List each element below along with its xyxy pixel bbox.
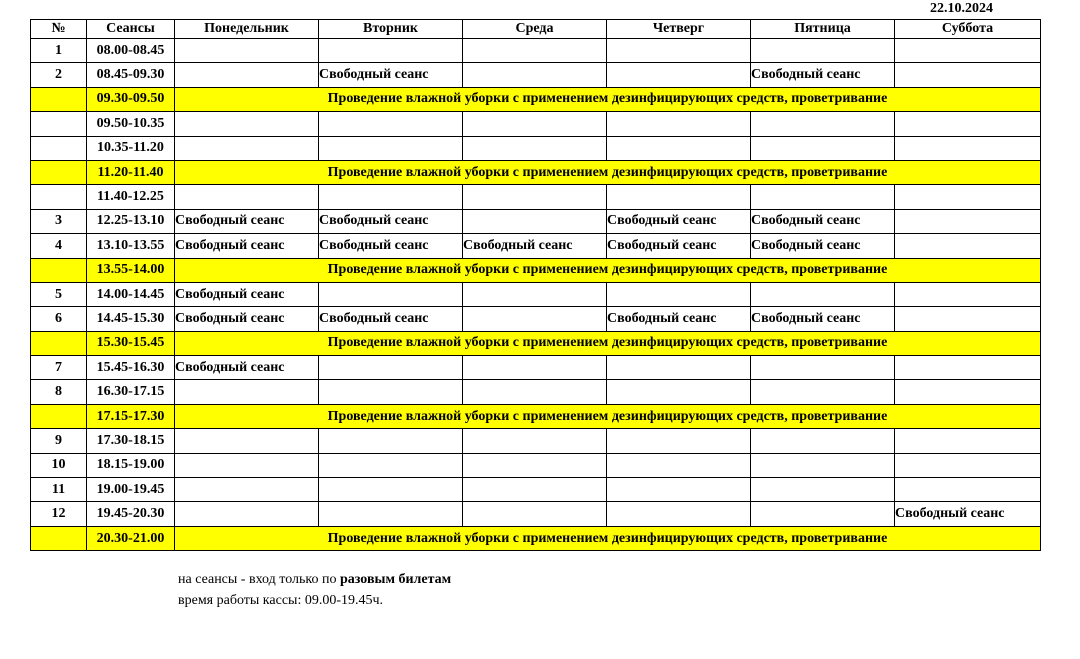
session-cell <box>895 185 1041 209</box>
session-cell <box>607 63 751 87</box>
session-cell <box>175 502 319 526</box>
session-cell <box>463 136 607 160</box>
session-cell <box>319 136 463 160</box>
footer-bold: разовым билетам <box>339 572 452 587</box>
header-cell: Суббота <box>895 20 1041 39</box>
session-cell: Свободный сеанс <box>463 234 607 258</box>
session-cell <box>463 502 607 526</box>
session-time: 18.15-19.00 <box>87 453 175 477</box>
session-cell <box>319 39 463 63</box>
session-row <box>31 380 1041 404</box>
cleaning-row <box>31 160 1041 184</box>
session-cell <box>463 209 607 233</box>
session-cell <box>319 356 463 380</box>
session-cell <box>463 112 607 136</box>
session-cell <box>175 185 319 209</box>
session-time: 09.30-09.50 <box>87 87 175 111</box>
session-cell: Свободный сеанс <box>319 63 463 87</box>
row-number <box>31 258 87 282</box>
cleaning-row <box>31 331 1041 355</box>
session-cell <box>607 356 751 380</box>
session-cell <box>607 136 751 160</box>
session-time: 19.00-19.45 <box>87 478 175 502</box>
row-number <box>31 185 87 209</box>
session-time: 09.50-10.35 <box>87 112 175 136</box>
session-time: 15.45-16.30 <box>87 356 175 380</box>
session-cell <box>319 282 463 306</box>
session-cell <box>175 380 319 404</box>
session-time: 14.00-14.45 <box>87 282 175 306</box>
session-time: 17.15-17.30 <box>87 404 175 428</box>
session-cell <box>607 39 751 63</box>
session-row <box>31 39 1041 63</box>
session-cell <box>175 429 319 453</box>
session-row <box>31 356 1041 380</box>
session-cell: Свободный сеанс <box>607 307 751 331</box>
row-number: 3 <box>31 209 87 233</box>
session-row <box>31 502 1041 526</box>
session-row <box>31 63 1041 87</box>
session-cell <box>895 380 1041 404</box>
footer-prefix: на сеансы - вход только по <box>178 572 340 587</box>
session-cell <box>895 112 1041 136</box>
session-cell <box>895 234 1041 258</box>
row-number <box>31 526 87 550</box>
row-number: 7 <box>31 356 87 380</box>
session-cell: Свободный сеанс <box>607 209 751 233</box>
session-cell <box>319 185 463 209</box>
session-time: 13.10-13.55 <box>87 234 175 258</box>
row-number: 12 <box>31 502 87 526</box>
session-cell <box>895 307 1041 331</box>
cleaning-note: Проведение влажной уборки с применением дезинфицирующих средств, проветривание <box>175 258 1041 282</box>
cleaning-note: Проведение влажной уборки с применением дезинфицирующих средств, проветривание <box>175 526 1041 550</box>
session-time: 17.30-18.15 <box>87 429 175 453</box>
session-cell <box>895 453 1041 477</box>
header-cell: Четверг <box>607 20 751 39</box>
session-row <box>31 136 1041 160</box>
session-cell <box>751 112 895 136</box>
session-row <box>31 282 1041 306</box>
footer-cashdesk-hours: время работы кассы: 09.00-19.45ч. <box>178 593 384 608</box>
session-cell <box>175 112 319 136</box>
session-cell <box>319 380 463 404</box>
session-cell <box>895 63 1041 87</box>
session-cell <box>607 453 751 477</box>
session-time: 16.30-17.15 <box>87 380 175 404</box>
session-cell <box>895 429 1041 453</box>
document-date: 22.10.2024 <box>930 1 993 16</box>
session-cell <box>463 478 607 502</box>
row-number: 2 <box>31 63 87 87</box>
session-time: 08.00-08.45 <box>87 39 175 63</box>
header-cell: Среда <box>463 20 607 39</box>
row-number: 11 <box>31 478 87 502</box>
cleaning-note: Проведение влажной уборки с применением дезинфицирующих средств, проветривание <box>175 331 1041 355</box>
session-time: 08.45-09.30 <box>87 63 175 87</box>
session-cell <box>463 380 607 404</box>
session-cell <box>751 502 895 526</box>
session-row <box>31 185 1041 209</box>
row-number <box>31 331 87 355</box>
cleaning-note: Проведение влажной уборки с применением дезинфицирующих средств, проветривание <box>175 404 1041 428</box>
session-cell <box>175 136 319 160</box>
cleaning-note: Проведение влажной уборки с применением дезинфицирующих средств, проветривание <box>175 87 1041 111</box>
session-cell <box>751 356 895 380</box>
row-number: 5 <box>31 282 87 306</box>
session-time: 14.45-15.30 <box>87 307 175 331</box>
session-cell <box>895 136 1041 160</box>
session-row <box>31 478 1041 502</box>
session-cell <box>463 63 607 87</box>
session-cell <box>607 112 751 136</box>
row-number <box>31 136 87 160</box>
session-row <box>31 112 1041 136</box>
session-cell: Свободный сеанс <box>175 307 319 331</box>
session-cell <box>607 502 751 526</box>
session-cell <box>463 282 607 306</box>
session-cell <box>751 185 895 209</box>
footer-ticket-note <box>178 572 451 588</box>
header-cell: Вторник <box>319 20 463 39</box>
session-cell <box>751 453 895 477</box>
row-number: 4 <box>31 234 87 258</box>
session-row <box>31 209 1041 233</box>
session-cell <box>463 429 607 453</box>
session-cell <box>895 209 1041 233</box>
session-cell <box>463 185 607 209</box>
session-cell: Свободный сеанс <box>751 63 895 87</box>
session-cell <box>175 63 319 87</box>
session-row <box>31 453 1041 477</box>
session-cell <box>895 39 1041 63</box>
header-cell: № <box>31 20 87 39</box>
session-cell <box>175 478 319 502</box>
header-cell: Понедельник <box>175 20 319 39</box>
session-row <box>31 307 1041 331</box>
cleaning-row <box>31 87 1041 111</box>
session-cell <box>463 453 607 477</box>
row-number: 6 <box>31 307 87 331</box>
session-time: 10.35-11.20 <box>87 136 175 160</box>
session-cell <box>751 282 895 306</box>
row-number <box>31 112 87 136</box>
session-cell <box>751 478 895 502</box>
session-cell <box>607 380 751 404</box>
session-cell <box>175 39 319 63</box>
session-time: 20.30-21.00 <box>87 526 175 550</box>
cleaning-row <box>31 258 1041 282</box>
session-time: 11.40-12.25 <box>87 185 175 209</box>
session-cell <box>319 112 463 136</box>
session-cell: Свободный сеанс <box>751 209 895 233</box>
session-cell <box>751 39 895 63</box>
header-cell: Пятница <box>751 20 895 39</box>
session-cell: Свободный сеанс <box>175 209 319 233</box>
session-cell <box>895 282 1041 306</box>
session-cell: Свободный сеанс <box>319 234 463 258</box>
session-time: 12.25-13.10 <box>87 209 175 233</box>
session-cell <box>463 39 607 63</box>
session-cell <box>607 478 751 502</box>
session-cell: Свободный сеанс <box>751 307 895 331</box>
session-cell: Свободный сеанс <box>175 234 319 258</box>
row-number: 8 <box>31 380 87 404</box>
session-cell <box>607 185 751 209</box>
row-number: 1 <box>31 39 87 63</box>
session-cell: Свободный сеанс <box>175 282 319 306</box>
session-time: 13.55-14.00 <box>87 258 175 282</box>
session-cell: Свободный сеанс <box>895 502 1041 526</box>
session-cell: Свободный сеанс <box>319 307 463 331</box>
cleaning-note: Проведение влажной уборки с применением дезинфицирующих средств, проветривание <box>175 160 1041 184</box>
session-cell <box>751 380 895 404</box>
cleaning-row <box>31 404 1041 428</box>
session-row <box>31 429 1041 453</box>
session-row <box>31 234 1041 258</box>
session-cell <box>319 502 463 526</box>
session-cell <box>463 307 607 331</box>
session-cell <box>319 453 463 477</box>
session-cell <box>319 429 463 453</box>
session-cell: Свободный сеанс <box>751 234 895 258</box>
session-time: 15.30-15.45 <box>87 331 175 355</box>
session-cell <box>607 429 751 453</box>
session-cell: Свободный сеанс <box>607 234 751 258</box>
row-number: 9 <box>31 429 87 453</box>
session-cell <box>751 429 895 453</box>
session-cell <box>895 356 1041 380</box>
session-cell <box>751 136 895 160</box>
row-number <box>31 404 87 428</box>
row-number <box>31 87 87 111</box>
session-cell <box>607 282 751 306</box>
row-number <box>31 160 87 184</box>
session-time: 19.45-20.30 <box>87 502 175 526</box>
session-cell: Свободный сеанс <box>319 209 463 233</box>
row-number: 10 <box>31 453 87 477</box>
session-cell: Свободный сеанс <box>175 356 319 380</box>
header-row <box>31 20 1041 39</box>
session-time: 11.20-11.40 <box>87 160 175 184</box>
session-cell <box>895 478 1041 502</box>
cleaning-row <box>31 526 1041 550</box>
schedule-table <box>30 19 1041 551</box>
session-cell <box>175 453 319 477</box>
session-cell <box>463 356 607 380</box>
header-cell: Сеансы <box>87 20 175 39</box>
session-cell <box>319 478 463 502</box>
